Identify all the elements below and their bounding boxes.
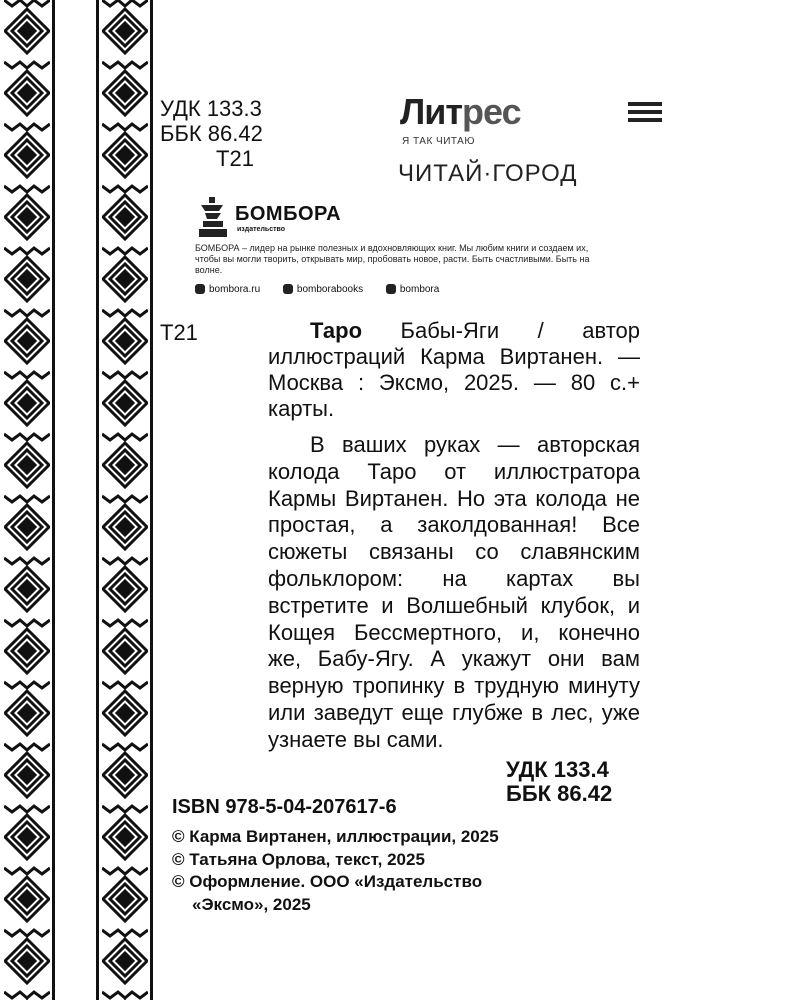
udk-code: УДК 133.3 xyxy=(160,96,262,121)
border-rule xyxy=(150,0,153,1000)
bombora-subname: издательство xyxy=(237,226,285,233)
bbk-code-bottom: ББК 86.42 xyxy=(506,780,613,806)
bombora-social-links xyxy=(195,284,615,295)
bombora-block xyxy=(195,195,615,295)
bibliographic-description xyxy=(268,318,640,422)
copyright-line: © Карма Виртанен, иллюстрации, 2025 xyxy=(172,827,499,846)
copyright-line: © Оформление. ООО «Издательство xyxy=(172,872,483,891)
social-link-vk[interactable]: bomborabooks xyxy=(283,284,363,295)
book-title: Таро xyxy=(310,318,363,343)
folk-pattern-border-left xyxy=(4,0,50,1000)
litres-logo xyxy=(400,92,670,152)
copyright-line: «Эксмо», 2025 xyxy=(192,894,311,914)
catalog-mark: Т21 xyxy=(160,320,198,345)
three-bars-icon xyxy=(628,102,662,126)
bombora-logo xyxy=(195,195,615,241)
globe-icon xyxy=(195,284,205,294)
bombora-description: БОМБОРА – лидер на рынке полезных и вдохновляющих книг. Мы любим книги и создаем их, чтобы вы могли творить, открывать мир, пробовать новое, расти. Быть счастливыми. Быть на волне. xyxy=(195,243,590,275)
udk-code-bottom: УДК 133.4 xyxy=(506,756,609,782)
annotation: В ваших руках — авторская колода Таро от иллюстратора Кармы Виртанен. Но эта колода не простая, а заколдованная! Все сюжеты связаны со славянским фольклором: на картах вы встретите и Волшебный клубок, и Кощея Бессмертного, и, конечно же, Бабу-Ягу. А укажут они вам верную тропинку в трудную минуту или заведут еще глубже в лес, уже узнаете вы сами. xyxy=(268,432,640,752)
litres-slogan: Я ТАК ЧИТАЮ xyxy=(402,136,475,147)
author-mark: Т21 xyxy=(216,146,254,171)
vk-icon xyxy=(283,284,293,294)
litres-word-res: рес xyxy=(462,91,521,132)
chitai-gorod-logo: ЧИТАЙ·ГОРОД xyxy=(398,160,578,187)
copyright-block xyxy=(172,826,499,916)
bombora-name: БОМБОРА xyxy=(235,203,342,225)
litres-word-lit: Лит xyxy=(400,91,463,132)
udk-block-top xyxy=(160,96,310,171)
catalog-entry xyxy=(268,318,640,806)
social-link-site[interactable]: bombora.ru xyxy=(195,284,260,295)
youtube-icon xyxy=(386,284,396,294)
bibliographic-rest: Бабы-Яги / автор иллюстраций Карма Виртанен. — Москва : Эксмо, 2025. — 80 с.+ карты. xyxy=(268,318,640,421)
copyright-line: © Татьяна Орлова, текст, 2025 xyxy=(172,849,425,869)
bombora-tower-icon xyxy=(195,195,231,239)
folk-pattern-border-right xyxy=(102,0,148,1000)
border-rule xyxy=(52,0,55,1000)
isbn: ISBN 978-5-04-207617-6 xyxy=(172,796,397,818)
social-link-youtube[interactable]: bombora xyxy=(386,284,439,295)
bbk-code: ББК 86.42 xyxy=(160,121,263,146)
border-rule xyxy=(96,0,99,1000)
